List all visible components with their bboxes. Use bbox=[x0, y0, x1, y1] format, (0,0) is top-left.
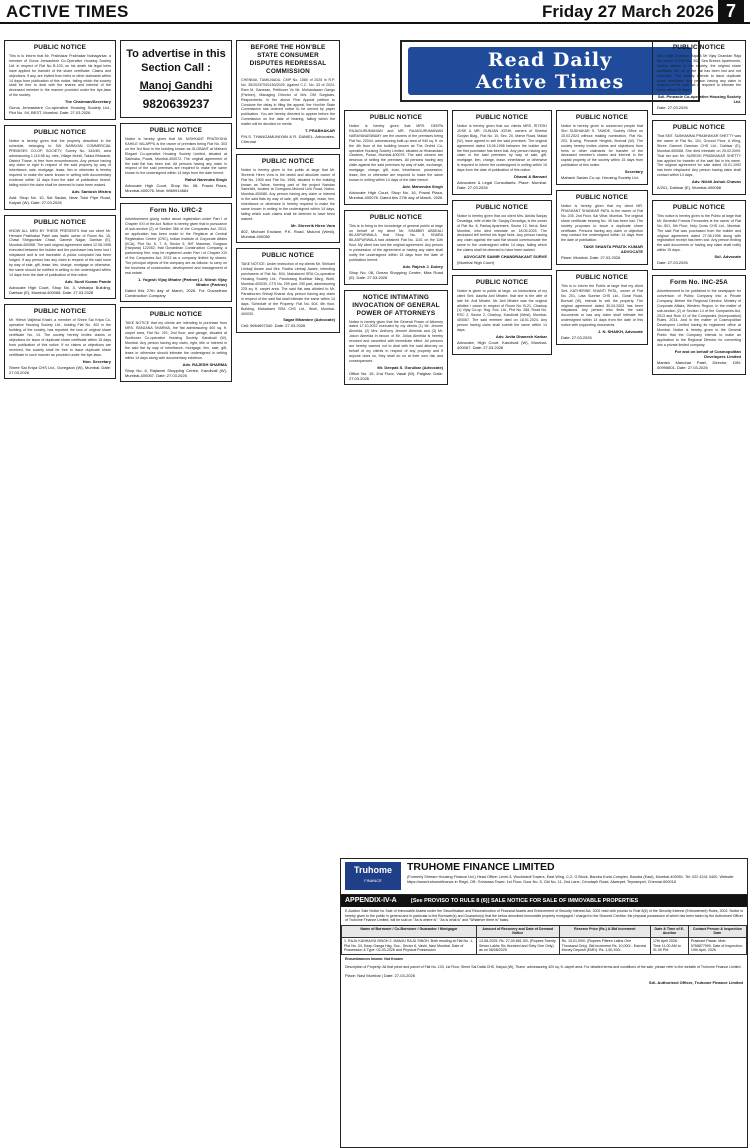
public-notice bbox=[556, 110, 648, 185]
notice-title: BEFORE THE HON'BLE STATE CONSUMER DISPUTES REDRESSAL COMMISSION bbox=[249, 44, 327, 75]
column-6 bbox=[556, 110, 648, 854]
notice-signatory: For and on behalf of Cosmopolitan Developers Limited bbox=[674, 348, 741, 359]
notice-body: This notice is hereby given to the Public at large that Mr. Benedict Francis Fernandes is the owner of Flat No. 501, 5th Floor, Holy Cross CHS Ltd., Mumbai. The said Flat was purchased from the builder and original agreement dated 27.08.1998 along with registration receipt has been lost. Any person finding the said documents or having any claim shall notify within 15 days. bbox=[657, 213, 741, 253]
notice-signatory: Adv. Sunil Kumar Pande bbox=[64, 278, 111, 284]
public-notice bbox=[344, 110, 448, 205]
notice-title: PUBLIC NOTICE bbox=[672, 44, 726, 51]
notice-signatory: Mr. Deepak S. Gorulkar (Advocate) bbox=[377, 364, 443, 370]
public-notice bbox=[120, 123, 232, 198]
masthead bbox=[0, 0, 750, 24]
public-notice bbox=[236, 248, 340, 333]
notice-place-date: Date: 27.03.2026 bbox=[561, 335, 592, 340]
notice-place-date: Office No. 15, 2nd Floor, Vasai (W), Palghar. Date: 27.03.2026 bbox=[349, 370, 443, 381]
truhome-header bbox=[341, 859, 747, 895]
notice-signatory: Adv. Nikhil Ashok Chavan bbox=[691, 179, 741, 185]
notice-body: TAKE NOTICE: Under instruction of my clients Mr. Shrikant Limbaji Aware and Mrs. Radha Limbaji Aware, intending purchasers of Flat No. 604, Mahalaxmi SRA Co-operative Housing Society Ltd., Pandurang Budhkar Marg, Worli, Mumbai-400030, CTS No. 299 part, 290 part, admeasuring 225 sq. ft. carpet area. The said flat was allotted to Mr. Parashuram Shivaji Kharat. Any person having any claim in respect of the said flat shall intimate the same within 14 days. Schedule of the Property: Flat No. 604, 6th floor, Building, Mahalaxmi SRA CHS Ltd., Worli, Mumbai-400030. bbox=[241, 262, 335, 316]
public-notice bbox=[4, 40, 116, 120]
notice-signatory: Adv. Santosh Mishra bbox=[71, 188, 111, 194]
column-2 bbox=[120, 40, 232, 1144]
public-notice bbox=[4, 215, 116, 300]
notice-signatory: Mr. Shreerik Hiren Vora bbox=[291, 222, 335, 228]
notice-place-date: Add: Shop No. 10, Sai Sadan, Near Tulsi Pipe Road, Kalyan (W). Date: 27.03.2026 bbox=[9, 194, 111, 205]
advertise-text: To advertise in this Section Call : bbox=[126, 48, 226, 74]
public-notice bbox=[4, 125, 116, 210]
notice-body: Advertisement giving notice about registration under Part I of Chapter XXI of the Act. Notice is hereby given that in pursuance of sub-section (2) of Section 366 of the Companies Act, 2013, an application has been made to the Registrar at Central Registration Centre (CRC), Indian Institute of Corporate Affairs (IICA), Plot No. 6, 7, 8, Sector 5, IMT Manesar, Gurgaon (Haryana) 122052, that Govardhan Construction Company, a partnership firm, may be registered under Part I of Chapter XXI of the Companies Act, 2013 as a company limited by shares. The principal objects of the company are as follows: to carry on the business of construction, development and management of real estate. bbox=[125, 216, 227, 275]
property-description: Description of Property: All that piece and parcel of Flat No. 103, 1st Floor, Shree Sai Datta CHS, Kalyan (W), Thane, admeasuring 420 sq. ft. carpet area. For detailed terms and conditions of the sale, please refer to the website of Truhome Finance Limited. bbox=[345, 965, 742, 970]
notice-signatory: Sd/- Advocate bbox=[714, 254, 741, 260]
table-cell: 1. RAJU KANHAIYA SINGH 2. MANJU RAJU SINGH. Both residing at Flat No. 1, Plot No. 34, Deep Ganga Hsg. Soc., Sector 6, Vashi, Navi Mumbai. Date of Possession & Type: 02-03-2026 and Physical Possession bbox=[342, 937, 477, 954]
notice-place-date: Date: 27.03.2026 bbox=[657, 105, 688, 111]
company-address: (Formerly Shriram Housing Finance Ltd.) Head Office: Level-3, Wockhardt Towers, East Wing, C-2, G Block, Bandra Kurla Complex, Bandra (East), Mumbai-400051. Tel: 022 4241 0400. Website: https://www.truhomefinance.in Regd. Off.: Srinivasa Tower, 1st Floor, Door No. 5, Old No. 11, 2nd Lane, Cenotaph Road, Alwarpet, Teynampet, Chennai-600018 bbox=[407, 875, 735, 884]
notice-title: PUBLIC NOTICE bbox=[33, 44, 87, 51]
column-4 bbox=[344, 110, 448, 854]
logo-name: Truhome bbox=[353, 865, 392, 875]
notice-body: Notice is hereby given that Mr. NISHKANT PRATIKSHA KAHILE VALAPPIL is the owner of premises being Flat No. 303 on the 3rd floor in the building known as GLOBANT at Mahavir Elegant Co-operative Housing Society Limited, situated at Sakinaka, Powai, Mumbai-400072. The original agreement of the said flat has been lost. All persons having any claim in respect of the said premises are required to make the same known to the undersigned within 14 days from the date hereof. bbox=[125, 137, 227, 176]
notice-title: Form No. URC-2 bbox=[149, 206, 203, 214]
public-notice bbox=[120, 307, 232, 382]
table-header-cell: Reserve Price (Rs.) & Bid Increment bbox=[559, 925, 650, 937]
banner-background bbox=[408, 47, 692, 95]
notice-body: This is to bring to the knowledge of general public at large on behalf of my client Mr. SHABBIR ABDEALI BILASPURWALA that Shop No. 5 SHARA BILASPURWALA had obtained Flat No. 1101 on the 11th floor. My client has lost the original agreement. Any person in possession of the agreement or having any claim shall notify the undersigned within 15 days from the date of publication hereof. bbox=[349, 223, 443, 262]
notice-title: PUBLIC NOTICE bbox=[672, 203, 726, 211]
public-notice bbox=[652, 40, 746, 115]
public-notice bbox=[452, 110, 552, 195]
notice-place-date: Advocate High Court, Shop No. 08, Powai Plaza, Mumbai-400076. Mob: 9869914664 bbox=[125, 183, 227, 194]
notice-title: NOTICE INTIMATING INVOCATION OF GENERAL POWER OF ATTORNEYS bbox=[352, 293, 440, 317]
notice-place-date: Shree Sai Kripa CHS Ltd., Goregaon (W), Mumbai. Date: 27.03.2026 bbox=[9, 364, 111, 375]
table-cell: 17th April 2026. Time 11.00 AM to 01.00 PM bbox=[650, 937, 688, 954]
notice-signatory: Adv. RAJESH SHARMA bbox=[182, 361, 227, 367]
notice-signatory: T. PRABHAKAR bbox=[305, 128, 335, 134]
notice-signatory: Sagar Mhambre (Advocate) bbox=[283, 317, 335, 323]
notice-body: This is to inform that Mr. Prabhakar Prabhakar Nulnagarkar, a member of Gurus Jerwashere Co-Operative Housing Society Ltd. in respect of Flat No B-103, on his death his legal heirs have applied for transfer of the share certificate. Claims and objections, if any, are invited from heirs or other claimants within 14 days from publication of this notice, failing which the society shall be free to deal with the shares and interest of the deceased member in the manner provided under the bye-laws of the society. bbox=[9, 54, 111, 98]
notice-body: Advertisement to be published in the newspaper for conversion of Public Company into a Private Company. Before the Regional Director, Ministry of Corporate Affairs, Western Region. In the matter of sub-section (2) of Section 14 of the Companies Act, 2013 and Rule 41 of the Companies (Incorporation) Rules, 2014. And in the matter of Cosmopolitan Developers Limited having its registered office at Mumbai. Notice is hereby given to the General Public that the Company intends to make an application to the Regional Director for converting into a private limited company. bbox=[657, 289, 741, 347]
notice-title: PUBLIC NOTICE bbox=[33, 128, 87, 136]
notice-title: PUBLIC NOTICE bbox=[575, 114, 629, 121]
notice-place-date: Date: 27.03.2026 bbox=[657, 260, 688, 266]
notice-title: PUBLIC NOTICE bbox=[475, 278, 529, 286]
notice-body: Notice is given to public at large, on instructions of my client Smt. Aasrita Anil Mhatre, that she is the wife of late Mr. Anil Mhatre. Mr. Anil Mhatre was the original allottee / owner in respect of Room No. B-21, Charkop (1) Vijay Co-op. Hsg. Soc. Ltd., Plot No. 268, Road No. RSC 2, Sector 2, Charkop, Kandivali (West), Mumbai-400067. The said member died on 18.01.2024. Any person having claim shall submit the same within 14 days. bbox=[457, 288, 547, 333]
notice-place-date: (Mumbai High Court) bbox=[457, 259, 495, 265]
notice-place-date: Shop No. 08, Ocean Shopping Centre, Mira Road (E). Date: 27.03.2026 bbox=[349, 269, 443, 280]
table-header-cell: Date & Time of E-Auction bbox=[650, 925, 688, 937]
table-row bbox=[342, 937, 747, 954]
notice-body: Notice is hereby given to concerned people that Shri SUDHAKAR S. TAWDE, Society Office on 15.03.2024 without making nomination, Flat No. 203, B-wing, Pinnacle Heights, Borivali (W). The society hereby invites claims and objections from heirs or other claimants for transfer of the deceased member's shares and interest in the capital property of the society within 15 days from publication of this notice. bbox=[561, 124, 643, 168]
public-notice bbox=[236, 154, 340, 244]
table-header-cell: Contact Person & Inspection Date bbox=[688, 925, 746, 937]
notice-place-date: Cell: 9664697340. Date: 27.03.2026 bbox=[241, 323, 306, 329]
notice-body: TAKE NOTICE that my clients are intending to purchase from MRS. RANJANA SHARMA, the flat admeasuring 400 sq. ft. carpet area, Flat No. 201, 2nd floor, and garage, situated at Sunflower Co-operative Housing Society, Kandivali (W), Mumbai. Any person having any claim, right, title or interest in the said flat by way of inheritance, mortgage, lien, sale, gift, lease or otherwise should intimate the undersigned in writing within 14 days along with documentary evidence. bbox=[125, 321, 227, 360]
issue-date: Friday 27 March 2026 bbox=[542, 2, 714, 21]
notice-place-date: Mahavir Sadan Co-op. Housing Society Ltd. bbox=[561, 175, 639, 181]
notice-title: Form No. INC-25A bbox=[670, 279, 728, 286]
notice-body: Mrs. Kajal Chandan Raja & Mr Vijay Chandan Raja the owner of Flat No. 302, Sea Breeze Apartments, having shares in the society, the original share certificate No. 42 of the flat has been lost and not traceable. The society intends to issue duplicate share certificate. Any person having any claim in respect of the said flat is required to intimate the same within 15 days. bbox=[657, 54, 741, 93]
public-notice bbox=[452, 275, 552, 355]
appendix-subtitle: [See PROVISO TO RULE 8 (6)] SALE NOTICE FOR SALE OF IMMOVABLE PROPERTIES bbox=[411, 898, 639, 904]
notice-signatory: Adv. Rajesh J. Dubey bbox=[402, 263, 443, 269]
notice-title: PUBLIC NOTICE bbox=[369, 114, 423, 121]
notice-body: Notice is hereby given to the public at large that Mr. Shreerik Hiren Vora is the lawful and absolute owner of Flat No. 1905 and Flat No. 1906, situated in the building known as Tahoe, forming part of the project Nandan Samridhi, located at Goregaon-Mulund Link Road, Nahur, Mumbai-400080. Any person having any claim or interest in the said flats by way of sale, gift, mortgage, lease, lien, inheritance or otherwise is hereby required to make the same known in writing to the undersigned within 14 days, failing which such claims shall be deemed to have been waived. bbox=[241, 167, 335, 221]
notice-title: PUBLIC NOTICE bbox=[575, 193, 629, 201]
appendix-bar bbox=[341, 895, 747, 907]
notice-place-date: Dated this 27th day of March, 2026. For Govardhan Construction Company bbox=[125, 287, 227, 298]
notice-title: PUBLIC NOTICE bbox=[369, 213, 423, 221]
column-7 bbox=[652, 40, 746, 854]
banner-line-2: Active Times bbox=[475, 71, 625, 93]
public-notice bbox=[236, 40, 340, 149]
notice-place-date: Advocates & Legal Consultants. Place: Mumbai. Date: 27.03.2026 bbox=[457, 179, 547, 190]
notice-body: Mr. Hitesh Valjibhai Khatri, a member of Shree Sai Kripa Co-operative Housing Society Ltd., holding Flat No. 402 in the building of the society, has reported the loss of original share certificate No. 14. The society hereby invites claims or objections for issue of duplicate share certificate within 15 days from publication of this notice. If no claims or objections are received, the society shall be free to issue duplicate share certificate in such manner as provided under the bye-laws. bbox=[9, 318, 111, 357]
notice-body: Notice is hereby given that my client MR. PRASHANT SHANKAR PATIL is the owner of Flat No. 205, 2nd Floor, Sai Vihar, Mumbai. The original share certificate bearing No. 45 has been lost. The society proposes to issue a duplicate share certificate. Persons having any claim or objection may contact the undersigned within 14 days from the date of publication. bbox=[561, 203, 643, 243]
notice-title: PUBLIC NOTICE bbox=[261, 252, 315, 260]
notice-title: PUBLIC NOTICE bbox=[475, 203, 529, 211]
notice-body: Notice is hereby given that MRS. DEEPA RAJAGURUMANIAN and MR. RAJAGURUMANIAN NARAYANASWAMY are the owners of the premises being Flat No. 22044, admeasuring built-up area of 940 sq. ft. on the 4th floor of the building known as The Orchid Co-operative Housing Society Limited, situated at Hiranandani Gardens, Powai, Mumbai-400076. The said owners are desirous of selling the premises. All persons having any claim against the said premises by way of sale, exchange, mortgage, charge, gift, trust, inheritance, possession, lease, lien or otherwise are required to make the same known in writing within 14 days of the date hereof. bbox=[349, 124, 443, 182]
public-notice bbox=[556, 270, 648, 345]
notice-signatory: TAKE SHANTA PRATIK KUMAR ADVOCATE bbox=[583, 244, 643, 255]
column-5 bbox=[452, 110, 552, 854]
public-notice bbox=[652, 200, 746, 270]
public-notice bbox=[652, 120, 746, 195]
notice-place-date: Advocate, High Court, Kandivali (W), Mumbai-400067. Date: 27.03.2026 bbox=[457, 339, 547, 350]
authorised-signatory: Sd/- Authorised Officer, Truhome Finance Limited bbox=[648, 979, 743, 985]
notice-signatory: ADVOCATE SAMIR CHANDRAKANT SURVE bbox=[463, 254, 547, 260]
banner-line-1: Read Daily bbox=[487, 49, 613, 71]
public-notice bbox=[452, 200, 552, 270]
appendix-label: APPENDIX-IV-A bbox=[345, 897, 397, 904]
public-notice bbox=[344, 290, 448, 386]
notice-body: This is to inform the Public at large that my client Smt. KATHERINE SHANTI PATIL, owner of Flat No. 201, Lata Sunrise CHS Ltd., Gorai Road, Borivali (W), intends to sell the property. The original agreement dated 30.04.2003 has been misplaced. Any person who finds the said documents or has any claim shall intimate the undersigned within 14 days from the date of this notice with supporting documents. bbox=[561, 283, 643, 328]
company-name: TRUHOME FINANCE LIMITED bbox=[407, 861, 555, 873]
notice-body: Notice is hereby given that our client Mrs. Ankita Sanjay Devadiga, wife of late Mr. Sanjay Devadiga, is the owner of Flat No. 8, Pankaj Apartment, Sector 12, Nerul, Navi Mumbai, who died intestate on 18.05.2025. The deceased left behind his legal heirs. Any person having any claim against the said flat should communicate the same to the undersigned within 14 days, failing which the claims shall be deemed to have been waived. bbox=[457, 213, 547, 253]
notice-signatory: Hon. Secretary bbox=[82, 358, 111, 364]
column-1 bbox=[4, 40, 116, 1144]
logo-sub: FINANCE bbox=[364, 878, 382, 883]
notice-title: PUBLIC NOTICE bbox=[33, 218, 87, 226]
notice-signatory: Adv. Anita Dhanesh Karkar bbox=[495, 334, 547, 339]
notice-title: PUBLIC NOTICE bbox=[149, 311, 203, 319]
encumbrance: Encumbrances known: Not Known bbox=[345, 956, 403, 961]
notice-signatory: J. N. SHAIKH, Advocate bbox=[598, 329, 643, 335]
public-notice bbox=[652, 275, 746, 375]
notice-signatory: The Chairman/Secretary bbox=[64, 99, 111, 105]
notice-title: PUBLIC NOTICE bbox=[575, 273, 629, 281]
notice-body: CHENNAI, TAMILNADU. CMP No. 1580 of 2025 in R.P. No. 35/2023/TN/1150/2025. Against C.C. No. 33 of 2024. Ram M. Ganesan, Petitioner Vs Mr. Mohandasan Gangu (Partner), Managing Director of M/s. DM Surgicals, Respondents. In the above First Appeal petition to Condone the delay in filing the appeal, the Hon'ble State Commission has ordered notice to be served by paper publication. You are hereby directed to appear before the Commission on the date of hearing, failing which the matter will be decided on merits. bbox=[241, 78, 335, 127]
notice-body: KNOW ALL MEN BY THESE PRESENTS that our client Mr. Hemant Prabhakar Patel was lawful owner of Room No. 15, Chawl Shirgaonkar Chawl, Ganesh Nagar, Dahisar (E), Mumbai-400068. The said original agreement dated 12.08.1998 executed between the builder and the purchaser has been lost / misplaced and is not traceable. A police complaint has been lodged. If any person has any claim in respect of the said room by way of sale, gift, lease, lien, charge, mortgage or otherwise, the same should be notified in writing to the undersigned within 14 days from the date of publication of this notice. bbox=[9, 228, 111, 277]
notice-place-date: Advocate High Court, Shop No. 3, Vatsalya Building, Dahisar (E), Mumbai-400068. Date: 27.03.2026 bbox=[9, 284, 111, 295]
notice-place-date: Gurus Jerwashere Co-operative Housing Society Ltd., Plot No. 94, BEST, Mumbai. Date: 27.03.2026 bbox=[9, 105, 111, 115]
table-cell: Rs. 15,01,000/- (Rupees Fifteen Lakhs One Thousand Only). Bid increment Rs. 10,000/-. Earnest Money Deposit (EMD): Rs. 1,50,100/- bbox=[559, 937, 650, 954]
table-cell: Prashant Pawar. Mob: 9768877990. Date of Inspection: 10th April, 2026 bbox=[688, 937, 746, 954]
notice-signatory: Rahul Narendra Singh bbox=[184, 177, 227, 183]
column-3 bbox=[236, 40, 340, 854]
public-notice bbox=[556, 190, 648, 265]
notice-body: Notice is hereby given that the property described in the schedule, belonging to SAI NARAYAN COMMERCIAL PREMISES CO-OP. SOCIETY, Survey No. 343/4B, area admeasuring 1,115.98 sq. mtrs, Village Mohili, Taluka Bhiwandi, District Thane, is free from encumbrances. Any person having any claim or right in respect of the said property by way of inheritance, sale, mortgage, lease, lien or otherwise is hereby required to make the same known in writing with documentary evidence within 14 days from the date of publication hereof, failing which the claim shall be deemed to have been waived. bbox=[9, 138, 111, 188]
public-notice bbox=[4, 304, 116, 379]
public-notice bbox=[344, 210, 448, 285]
notice-body: Notice is hereby given that the General Power of Attorney dated 17.10.2022 executed by my clients (1) Mr. Jerome Almeida, (2) Mrs. Anthony Jerome Almeida and (3) Mr. Jason Almeida in favour of Mr. Julius Almeida is hereby revoked and cancelled with immediate effect. All persons are hereby warned not to deal with the said attorney on behalf of my clients in respect of any property and if anyone does so, they shall do so at their own risk and consequences. bbox=[349, 319, 443, 363]
notice-signatory: 1. Yogesh Vijay Mhatre (Partner) 2. Nilesh Vijay Mhatre (Partner) bbox=[138, 276, 227, 287]
advertise-phone: 9820639237 bbox=[142, 97, 210, 111]
notice-signatory: Dhaval & Bansari bbox=[514, 174, 547, 180]
notice-body: Notice is hereby given that our clients MRS. RITESH JOSE & MR. GUNJAN JOSHI, owners of Sheetal Gunjan Bldg., Flat No. 10, Sec. 20, Marve Road, Malad (W), have agreed to sell the said premises. The original agreement dated 15.06.1998 between the builder and the first purchaser has been lost. Any person having any claim in the said premises by way of sale, gift, mortgage, lien, charge, lease, inheritance or otherwise is required to inform the undersigned in writing within 15 days from the date of publication of this notice. bbox=[457, 124, 547, 173]
notice-signatory: Secretary bbox=[624, 169, 643, 175]
table-header-row bbox=[342, 925, 747, 937]
table-cell: 13-08-2025. Rs. 27,00,661.00/- (Rupees Twenty Seven Lakhs Six Hundred and Sixty One Only) as on 08/08/2025 bbox=[476, 937, 559, 954]
notice-place-date: P.N.S. THANGAMUNIYAN & R. DANIEL, Advocates, Chennai bbox=[241, 133, 335, 144]
notice-place-date: 802, Michael Enclave, P.K. Road, Mulund (West), Mumbai-400080 bbox=[241, 228, 335, 239]
notice-title: PUBLIC NOTICE bbox=[33, 308, 87, 316]
place-date: Place: Navi Mumbai | Date: 27-03-2026 bbox=[345, 972, 415, 978]
truhome-logo bbox=[345, 862, 401, 890]
advertise-contact: Manoj Gandhi bbox=[139, 80, 213, 92]
notice-place-date: Manish Manohar Patel, Director, DIN: 00995601. Date: 27.03.2026 bbox=[657, 359, 741, 370]
notice-place-date: A/201, Dahisar (E), Mumbai-400068 bbox=[657, 185, 722, 191]
page-number: 7 bbox=[718, 0, 744, 22]
advertise-box bbox=[120, 40, 232, 118]
notice-signatory: Adv. Mahendra Singh bbox=[402, 183, 443, 189]
notice-signatory: Sd/- Pinnacle Co-operative Housing Society Ltd. bbox=[657, 94, 741, 105]
auction-intro: E-Auction Sale Notice for Sale of Immovable Assets under the Securitisation and Reconstruction of Financial Assets and Enforcement of Security Interest Act, 2002 read with proviso to Rule 8(6) of the Security Interest (Enforcement) Rules, 2002. Notice is hereby given to the public in general and in particular to the Borrower(s) and Guarantor(s) that the below described immovable property mortgaged / charged to the Secured Creditor, the physical possession of which has been taken by the Authorised Officer of Truhome Finance Limited, will be sold on "As is where is", "As is what is" and "Whatever there is" basis. bbox=[345, 909, 743, 923]
notice-place-date: Place: Mumbai. Date: 27.03.2026 bbox=[561, 255, 621, 261]
table-header-cell: Name of Borrower / Co-Borrower / Guarantor / Mortgagor bbox=[342, 925, 477, 937]
truhome-auction-notice bbox=[340, 858, 748, 1148]
notice-title: PUBLIC NOTICE bbox=[261, 157, 315, 165]
notice-place-date: Advocate High Court, Shop No. 16, Powai Plaza, Mumbai-400076. Dated this 27th day of March, 2026 bbox=[349, 189, 443, 200]
auction-table bbox=[341, 925, 747, 955]
notice-title: PUBLIC NOTICE bbox=[672, 123, 726, 131]
notice-body: That SMT. SUBHAMMA PRABHAKAR SHETTY was the owner of Flat No. 101, Ground Floor, A Wing, Shree Ganesh Darshan CHS Ltd., Dahisar (E), Mumbai-400068. She died intestate on 25.02.2009. That her son Mr. SURESH PRABHAKAR SHETTY has applied for transfer of the said flat in his name. The original agreement for sale dated 15.01.1992 has been misplaced. Any person having claim shall contact within 14 days. bbox=[657, 133, 741, 178]
notice-place-date: Shop No. 6, Rajlaxmi Shopping Centre, Kandivali (W), Mumbai-400067. Date: 27.03.2026 bbox=[125, 367, 227, 378]
notice-title: PUBLIC NOTICE bbox=[475, 114, 529, 121]
table-header-cell: Amount of Recovery and Date of Demand Notice bbox=[476, 925, 559, 937]
public-notice bbox=[120, 203, 232, 303]
notice-title: PUBLIC NOTICE bbox=[149, 127, 203, 134]
newspaper-title: ACTIVE TIMES bbox=[6, 2, 129, 21]
